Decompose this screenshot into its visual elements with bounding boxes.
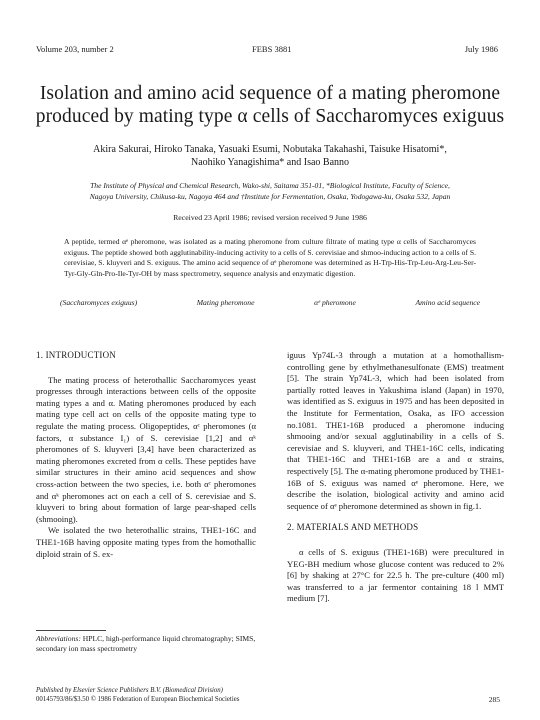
abbreviations-text: HPLC, high-performance liquid chromatography; SIMS, secondary ion mass spectrometry <box>36 634 256 654</box>
intro-paragraph-1: The mating process of heterothallic Saccharomyces yeast progresses through interactions between cells of the opposite mating types a and α. Mating pheromones produced by each mating type cell act on cells of the opposite mating type to regulate the mating process. Oligopeptides, αᶜ pheromones (α factors, α substance I₁) of S. cerevisiae [1,2] and αᵏ pheromones of S. kluyveri [3,4] have been characterized as mating pheromones excreted from α cells. These peptides have similar structures in their amino acid sequences and show cross-action between the two species, i.e. both αᶜ pheromones and αᵏ pheromones act on each a cell of S. cerevisiae and S. kluyveri to bring about formation of large pear-shaped cells (shmooing). <box>36 374 256 524</box>
left-column <box>36 350 256 560</box>
intro-paragraph-3: iguus Yp74L-3 through a mutation at a homothallism-controlling gene by ethylmethanesulfonate (EMS) treatment [5]. The strain Yp74L-3, which had been isolated from partially rotted leaves in Yakushima island (Japan) in 1970, was identified as S. exiguus in 1975 and has been deposited in the Institute for Fermentation, Osaka, as IFO accession no.1081. THE1-16B produced a pheromone inducing shmooing and/or sexual agglutinability in a cells of S. cerevisiae and S. kluyveri, and THE1-16C cells, indicating that THE1-16C and THE1-16B are a and α strains, respectively [5]. The α-mating pheromone produced by THE1-16B of S. exiguus was named αᵉ pheromone. Here, we describe the isolation, biological activity and amino acid sequence of αᵉ pheromone determined as shown in fig.1. <box>287 350 504 511</box>
page-footer <box>36 686 504 704</box>
publisher-line: Published by Elsevier Science Publishers B.V. (Biomedical Division) <box>36 687 223 694</box>
affiliation-line-1: The Institute of Physical and Chemical Research, Wako-shi, Saitama 351-01, *Biological Institute, Faculty of Science, <box>90 181 450 190</box>
page-number: 285 <box>488 695 500 704</box>
keyword-list <box>60 298 480 307</box>
title-line-1: Isolation and amino acid sequence of a mating pheromone <box>39 83 501 104</box>
authors-line-2: Naohiko Yanagishima* and Isao Banno <box>190 157 350 168</box>
abstract: A peptide, termed αᵉ pheromone, was isolated as a mating pheromone from culture filtrate of mating type α cells of Saccharomyces exiguus. The peptide showed both agglutinability-inducing activity to a cells of S. cerevisiae and shmoo-inducing action to a cells of S. cerevisiae, S. kluyveri and S. exiguus. The amino acid sequence of αᵉ pheromone was determined as H-Trp-His-Trp-Leu-Arg-Leu-Ser-Tyr-Gly-Gln-Pro-Ile-Tyr-OH by mass spectrometry, sequence analysis and enzymatic digestion. <box>64 237 476 278</box>
keyword: Mating pheromone <box>196 298 255 307</box>
keyword: αᵉ pheromone <box>314 298 356 307</box>
right-column <box>287 350 504 605</box>
affiliation-line-2: Nagoya University, Chikusa-ku, Nagoya 464 and †Institute for Fermentation, Osaka, Yodogawa-ku, Osaka 532, Japan <box>89 191 451 201</box>
volume-number: Volume 203, number 2 <box>36 44 114 54</box>
article-title <box>20 82 520 128</box>
footnote-rule <box>36 630 106 631</box>
affiliations <box>28 181 512 202</box>
abbreviations-label: Abbreviations: <box>36 634 81 643</box>
keyword: Amino acid sequence <box>415 298 480 307</box>
abbreviations-footnote <box>36 634 256 655</box>
section-heading-introduction: 1. INTRODUCTION <box>36 350 116 360</box>
febs-number: FEBS 3881 <box>252 44 292 54</box>
running-header <box>36 44 504 58</box>
section-heading-methods: 2. MATERIALS AND METHODS <box>287 522 419 533</box>
intro-paragraph-2: We isolated the two heterothallic strains, THE1-16C and THE1-16B having opposite mating types from the homothallic diploid strain of S. ex- <box>36 525 256 559</box>
keyword: (Saccharomyces exiguus) <box>60 298 138 307</box>
authors-line-1: Akira Sakurai, Hiroko Tanaka, Yasuaki Esumi, Nobutaka Takahashi, Taisuke Hisatomi*, <box>93 144 447 155</box>
received-dates: Received 23 April 1986; revised version received 9 June 1986 <box>173 213 367 222</box>
author-list <box>30 143 510 169</box>
issue-date: July 1986 <box>464 44 498 54</box>
title-line-2: produced by mating type α cells of Saccharomyces exiguus <box>35 106 505 127</box>
methods-paragraph-1: α cells of S. exiguus (THE1-16B) were precultured in YEG-BH medium whose glucose content was reduced to 2% [6] by shaking at 27°C for 22.5 h. The pre-culture (400 ml) was transferred to a jar fermentor containing 18 l MMT medium [7]. <box>287 546 504 604</box>
copyright-line: 00145793/86/$3.50 © 1986 Federation of European Biochemical Societies <box>36 696 240 703</box>
